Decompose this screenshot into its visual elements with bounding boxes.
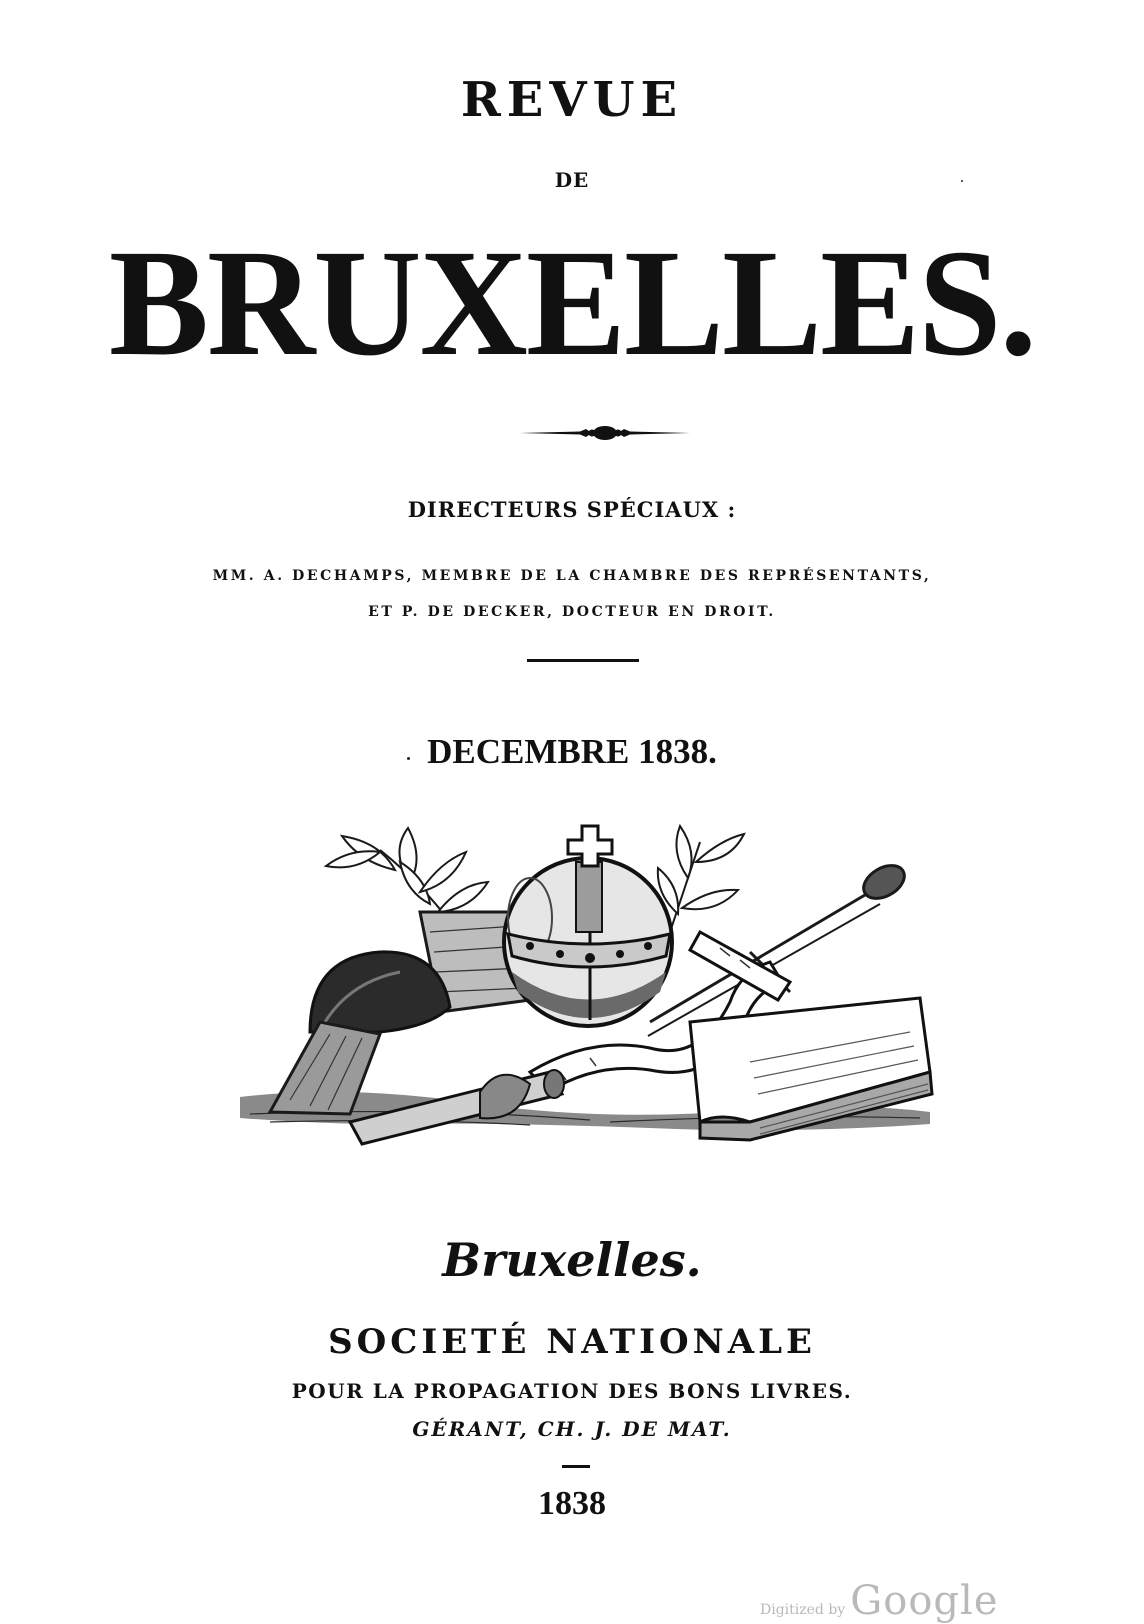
manager-line: GÉRANT, CH. J. DE MAT. <box>412 1417 732 1441</box>
engraving-orb-crown-books-laurels-icon <box>230 822 950 1162</box>
short-rule <box>527 659 639 662</box>
de-label: DE <box>554 168 590 192</box>
ink-speck <box>961 180 963 182</box>
directors-line: MM. A. DECHAMPS, MEMBRE DE LA CHAMBRE DES REPRÉSENTANTS, <box>212 568 932 584</box>
publication-year: 1838 <box>538 1485 606 1522</box>
publisher-purpose: POUR LA PROPAGATION DES BONS LIVRES. <box>291 1379 853 1403</box>
ornamental-rule-icon <box>520 424 690 442</box>
revue-label: REVUE <box>460 72 684 128</box>
publisher-name: SOCIETÉ NATIONALE <box>328 1322 816 1362</box>
directors-heading: DIRECTEURS SPÉCIAUX : <box>407 497 737 522</box>
digitized-watermark <box>760 1578 1000 1624</box>
short-rule <box>562 1465 590 1468</box>
ink-speck <box>407 757 410 760</box>
watermark-brand: Google <box>850 1578 999 1624</box>
watermark-prefix: Digitized by <box>760 1602 846 1618</box>
issue-date: DECEMBRE 1838. <box>427 732 717 771</box>
journal-title: BRUXELLES. <box>108 218 1036 388</box>
city-name: Bruxelles. <box>442 1233 702 1287</box>
directors-line: ET P. DE DECKER, DOCTEUR EN DROIT. <box>368 604 776 620</box>
